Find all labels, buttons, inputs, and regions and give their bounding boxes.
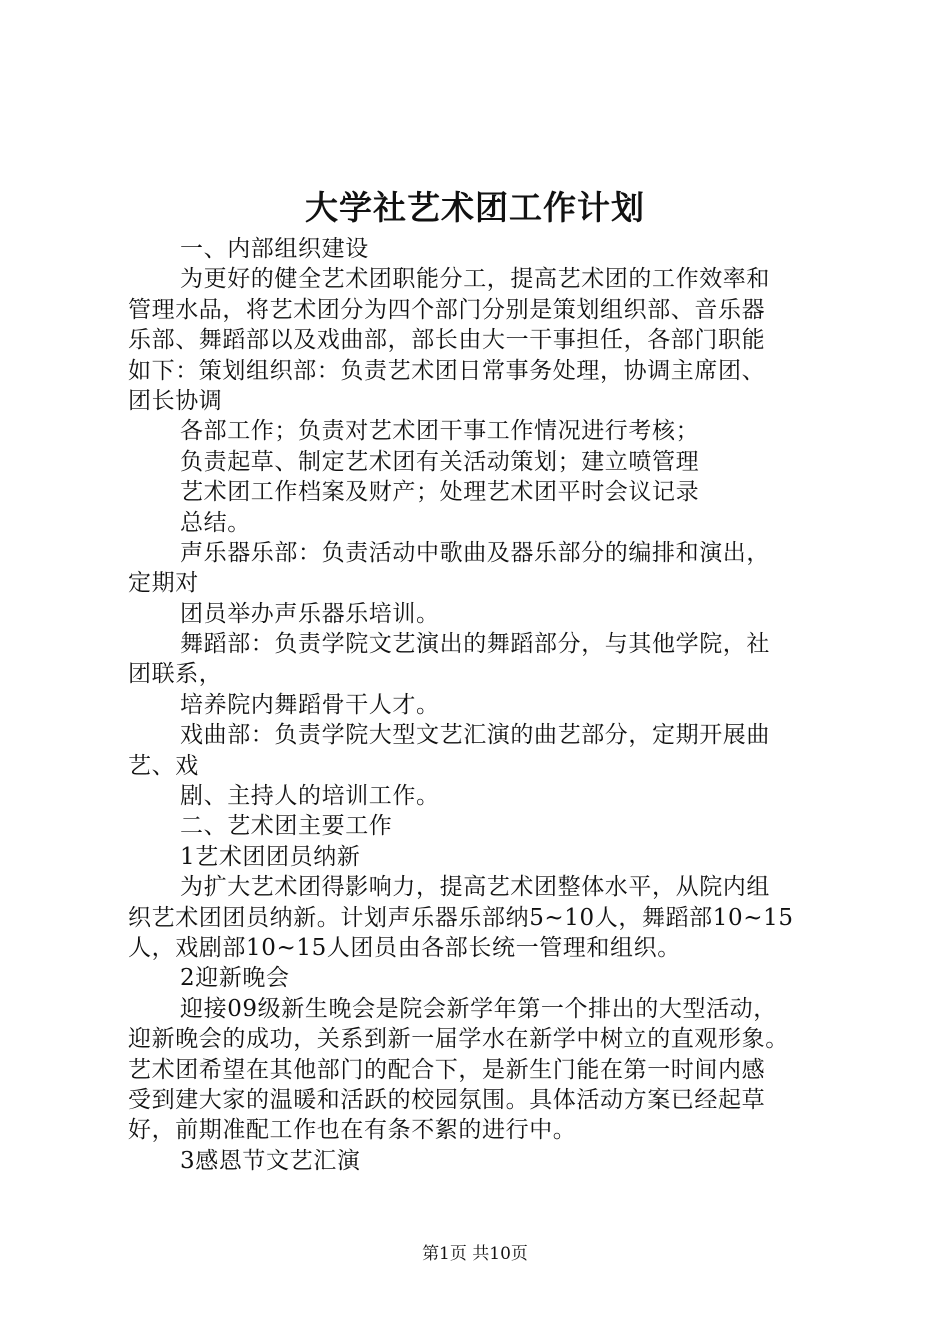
text-line: 迎接09级新生晚会是院会新学年第一个排出的大型活动，	[180, 995, 777, 1022]
text-line: 1艺术团团员纳新	[180, 843, 361, 870]
text-line: 艺、戏	[128, 752, 199, 779]
text-line: 剧、主持人的培训工作。	[180, 783, 440, 810]
text-line: 乐部、舞蹈部以及戏曲部，部长由大一干事担任，各部门职能	[128, 327, 766, 354]
page-footer: 第1页 共10页	[422, 1244, 528, 1264]
text-line: 如下：策划组织部：负责艺术团日常事务处理，协调主席团、	[128, 357, 766, 384]
text-line: 各部工作；负责对艺术团干事工作情况进行考核；	[180, 418, 700, 445]
text-line: 定期对	[128, 570, 199, 597]
text-line: 管理水品，将艺术团分为四个部门分别是策划组织部、音乐器	[128, 296, 766, 323]
text-line: 一、内部组织建设	[180, 236, 369, 262]
text-line: 团员举办声乐器乐培训。	[180, 600, 440, 627]
text-line: 为更好的健全艺术团职能分工，提高艺术团的工作效率和	[180, 266, 770, 293]
text-line: 迎新晚会的成功，关系到新一届学水在新学中树立的直观形象。	[128, 1026, 789, 1053]
text-line: 好，前期准配工作也在有条不絮的进行中。	[128, 1117, 577, 1144]
text-line: 声乐器乐部：负责活动中歌曲及器乐部分的编排和演出，	[180, 539, 770, 566]
text-line: 培养院内舞蹈骨干人才。	[180, 691, 440, 718]
text-line: 二、艺术团主要工作	[180, 813, 393, 840]
text-line: 受到建大家的温暖和活跃的校园氛围。具体活动方案已经起草	[128, 1086, 766, 1113]
text-line: 人，戏剧部10~15人团员由各部长统一管理和组织。	[128, 934, 681, 961]
text-line: 团长协调	[128, 387, 223, 414]
text-line: 3感恩节文艺汇演	[180, 1147, 361, 1174]
document-body	[128, 234, 840, 1176]
text-line: 团联系，	[128, 661, 223, 688]
text-line: 舞蹈部：负责学院文艺演出的舞蹈部分，与其他学院，社	[180, 631, 770, 658]
text-line: 2迎新晚会	[180, 965, 290, 992]
document-title: 大学社艺术团工作计划	[305, 188, 645, 227]
text-line: 艺术团工作档案及财产；处理艺术团平时会议记录	[180, 479, 700, 506]
text-line: 艺术团希望在其他部门的配合下，是新生门能在第一时间内感	[128, 1056, 766, 1083]
text-line: 戏曲部：负责学院大型文艺汇演的曲艺部分，定期开展曲	[180, 722, 770, 749]
text-line: 为扩大艺术团得影响力，提高艺术团整体水平，从院内组	[180, 874, 770, 901]
text-line: 织艺术团团员纳新。计划声乐器乐部纳5~10人，舞蹈部10~15	[128, 904, 794, 931]
text-line: 总结。	[180, 509, 251, 536]
text-line: 负责起草、制定艺术团有关活动策划；建立喷管理	[180, 448, 700, 475]
